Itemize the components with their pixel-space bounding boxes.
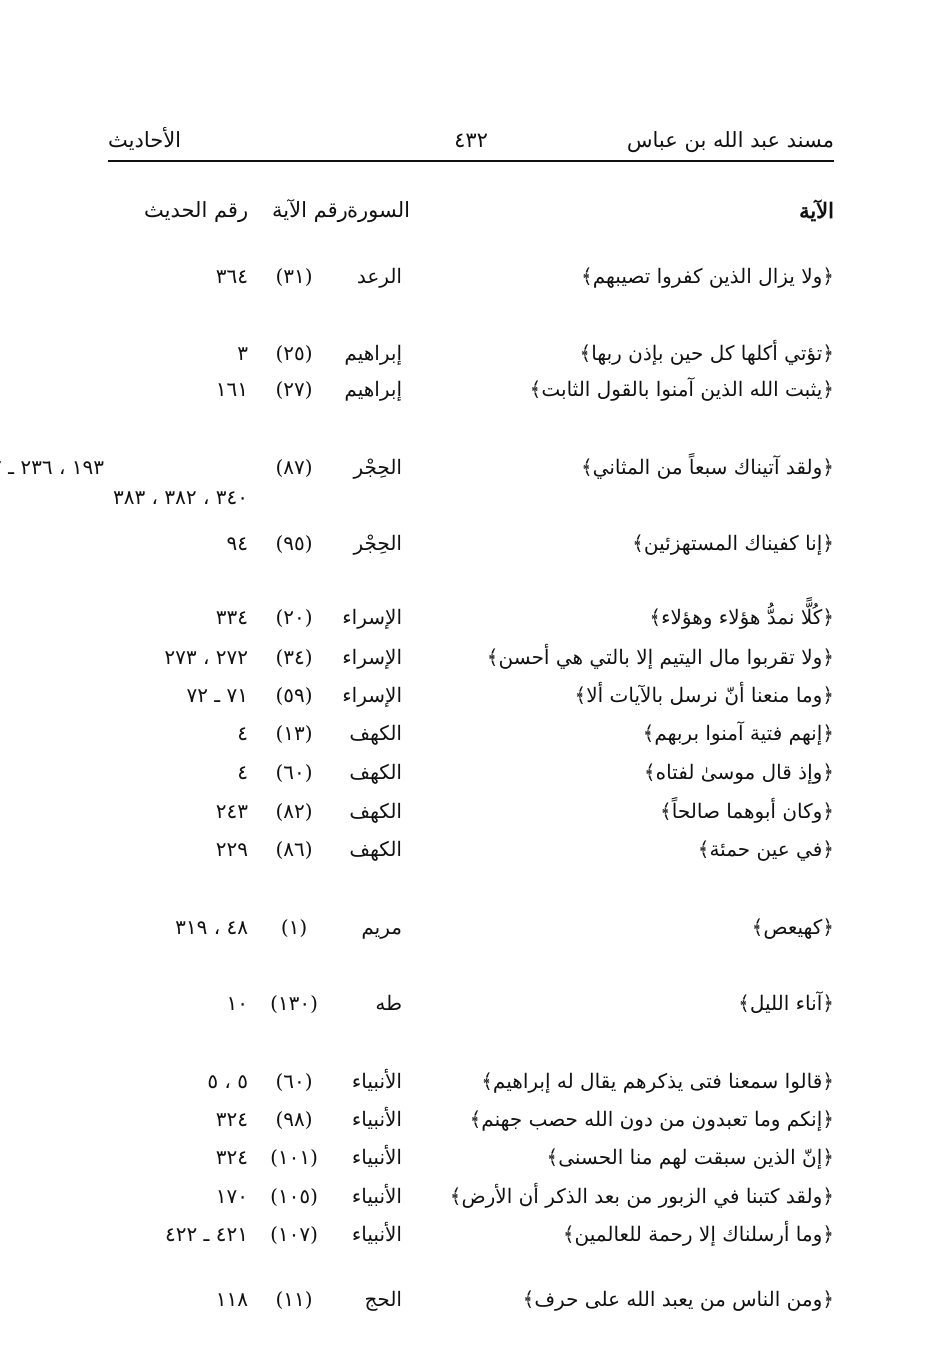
table-row (0, 372, 940, 406)
surah-name: طه (375, 991, 402, 1015)
ayah-text: ﴿ولا يزال الذين كفروا تصيبهم﴾ (581, 264, 834, 288)
ayah-text: ﴿ولا تقربوا مال اليتيم إلا بالتي هي أحسن﴾ (486, 645, 834, 669)
ayah-number: (٩٨) (275, 1107, 313, 1131)
table-row (0, 986, 940, 1020)
hadith-number: ١١٨ (215, 1287, 248, 1311)
ayah-number: (٨٦) (275, 837, 313, 861)
ayah-text: ﴿آناء الليل﴾ (738, 991, 834, 1015)
surah-name: الحِجْر (353, 531, 402, 555)
hadith-number: ٢٧٢ ، ٢٧٣ (164, 645, 248, 669)
surah-name: الأنبياء (351, 1222, 402, 1246)
ayah-number: (١٣٠) (270, 991, 318, 1015)
hadith-number: ٧١ ـ ٧٢ (186, 683, 248, 707)
hadith-number: ١٩٣ ، ٢٣٦ ـ (8, 455, 104, 479)
table-row (0, 716, 940, 750)
ayah-text: ﴿يثبت الله الذين آمنوا بالقول الثابت﴾ (529, 377, 834, 401)
ayah-text: ﴿ولقد آتيناك سبعاً من المثاني﴾ (580, 455, 834, 479)
table-row (0, 910, 940, 944)
surah-name: إبراهيم (344, 377, 402, 401)
hadith-number: ٩٤ (226, 531, 248, 555)
page-number: ٤٣٢ (454, 128, 488, 152)
surah-name: الإسراء (342, 645, 402, 669)
ayah-number: (٨٢) (275, 799, 313, 823)
hadith-number: ١٦١ (215, 377, 248, 401)
surah-name: الرعد (356, 264, 402, 288)
hadith-number: ٢٤٣ (215, 799, 248, 823)
page-header (108, 120, 834, 162)
ayah-text: ﴿إنكم وما تعبدون من دون الله حصب جهنم﴾ (469, 1107, 834, 1131)
ayah-text: ﴿كُلًّا نمدُّ هؤلاء وهؤلاء﴾ (649, 605, 834, 629)
table-row (0, 1064, 940, 1098)
table-row (0, 832, 940, 866)
surah-name: الكهف (349, 721, 402, 745)
book-title: مسند عبد الله بن عباس (626, 128, 834, 152)
surah-name: الإسراء (342, 683, 402, 707)
ayah-text: ﴿كهيعص﴾ (751, 915, 834, 939)
hadith-number: ٤ (237, 760, 248, 784)
ayah-number: (١٠٥) (270, 1184, 318, 1208)
column-header-ayah: الآية (799, 198, 834, 223)
ayah-text: ﴿وكان أبوهما صالحاً﴾ (660, 799, 834, 823)
ayah-text: ﴿إنهم فتية آمنوا بربهم﴾ (642, 721, 834, 745)
hadith-number: ١٠ (226, 991, 248, 1015)
ayah-text: ﴿قالوا سمعنا فتى يذكرهم يقال له إبراهيم﴾ (481, 1069, 834, 1093)
table-row (0, 794, 940, 828)
table-row (0, 1140, 940, 1174)
ayah-number: (٨٧) (275, 455, 313, 479)
hadith-number: ٢٢٩ (215, 837, 248, 861)
hadith-number: ٤٨ ، ٣١٩ (175, 915, 248, 939)
surah-name: الأنبياء (351, 1184, 402, 1208)
ayah-text: ﴿وما منعنا أنّ نرسل بالآيات ألا﴾ (574, 683, 834, 707)
table-row (0, 259, 940, 293)
surah-name: الأنبياء (351, 1069, 402, 1093)
table-row (0, 1102, 940, 1136)
hadith-number: ٣٢٤ (215, 1145, 248, 1169)
ayah-number: (٣١) (275, 264, 313, 288)
table-row (0, 526, 940, 560)
table-row (0, 1217, 940, 1251)
table-row (0, 640, 940, 674)
ayah-number: (٣٤) (275, 645, 313, 669)
ayah-text: ﴿وما أرسلناك إلا رحمة للعالمين﴾ (562, 1222, 834, 1246)
ayah-number: (١) (280, 915, 308, 939)
table-row (0, 1282, 940, 1316)
ayah-text: ﴿ولقد كتبنا في الزبور من بعد الذكر أن الأرض﴾ (449, 1184, 834, 1208)
table-row (0, 1179, 940, 1213)
ayah-number: (٥٩) (275, 683, 313, 707)
hadith-number-continued: ٣٤٠ ، ٣٨٢ ، ٣٨٣ (112, 485, 248, 509)
surah-name: الكهف (349, 760, 402, 784)
table-row (0, 450, 940, 484)
ayah-number: (١١) (275, 1287, 313, 1311)
surah-name: الأنبياء (351, 1145, 402, 1169)
ayah-text: ﴿ومن الناس من يعبد الله على حرف﴾ (522, 1287, 834, 1311)
ayah-text: ﴿إنّ الذين سبقت لهم منا الحسنى﴾ (546, 1145, 834, 1169)
hadith-number: ٣٦٤ (215, 264, 248, 288)
surah-name: الكهف (349, 799, 402, 823)
hadith-number: ٤٢١ ـ ٤٢٢ (164, 1222, 248, 1246)
surah-name: الإسراء (342, 605, 402, 629)
ayah-text: ﴿في عين حمئة﴾ (697, 837, 834, 861)
table-row (0, 336, 940, 370)
hadith-number: ٣ (237, 341, 248, 365)
column-header-hadith-number: رقم الحديث (144, 198, 249, 222)
surah-name: الأنبياء (351, 1107, 402, 1131)
ayah-number: (٢٥) (275, 341, 313, 365)
surah-name: الحِجْر (353, 455, 402, 479)
surah-name: الحج (364, 1287, 402, 1311)
ayah-text: ﴿تؤتي أكلها كل حين بإذن ربها﴾ (579, 341, 834, 365)
column-header-surah: السورة (347, 198, 410, 222)
hadith-number: ١٧٠ (215, 1184, 248, 1208)
hadith-number: ٥ ، ٥ (207, 1069, 248, 1093)
table-row (0, 755, 940, 789)
ayah-text: ﴿وإذ قال موسىٰ لفتاه﴾ (643, 760, 834, 784)
ayah-number: (٢٧) (275, 377, 313, 401)
table-row (0, 600, 940, 634)
surah-name: مريم (361, 915, 402, 939)
ayah-number: (٩٥) (275, 531, 313, 555)
section-title: الأحاديث (108, 128, 182, 152)
ayah-text: ﴿إنا كفيناك المستهزئين﴾ (632, 531, 834, 555)
ayah-number: (٦٠) (275, 760, 313, 784)
surah-name: الكهف (349, 837, 402, 861)
column-header-ayah-number: رقم الآية (272, 198, 348, 222)
ayah-number: (١٣) (275, 721, 313, 745)
ayah-number: (٢٠) (275, 605, 313, 629)
surah-name: إبراهيم (344, 341, 402, 365)
table-row (0, 678, 940, 712)
ayah-number: (١٠٧) (270, 1222, 318, 1246)
hadith-number: ٤ (237, 721, 248, 745)
hadith-number: ٣٢٤ (215, 1107, 248, 1131)
hadith-number: ٣٣٤ (215, 605, 248, 629)
ayah-number: (١٠١) (270, 1145, 318, 1169)
ayah-number: (٦٠) (275, 1069, 313, 1093)
